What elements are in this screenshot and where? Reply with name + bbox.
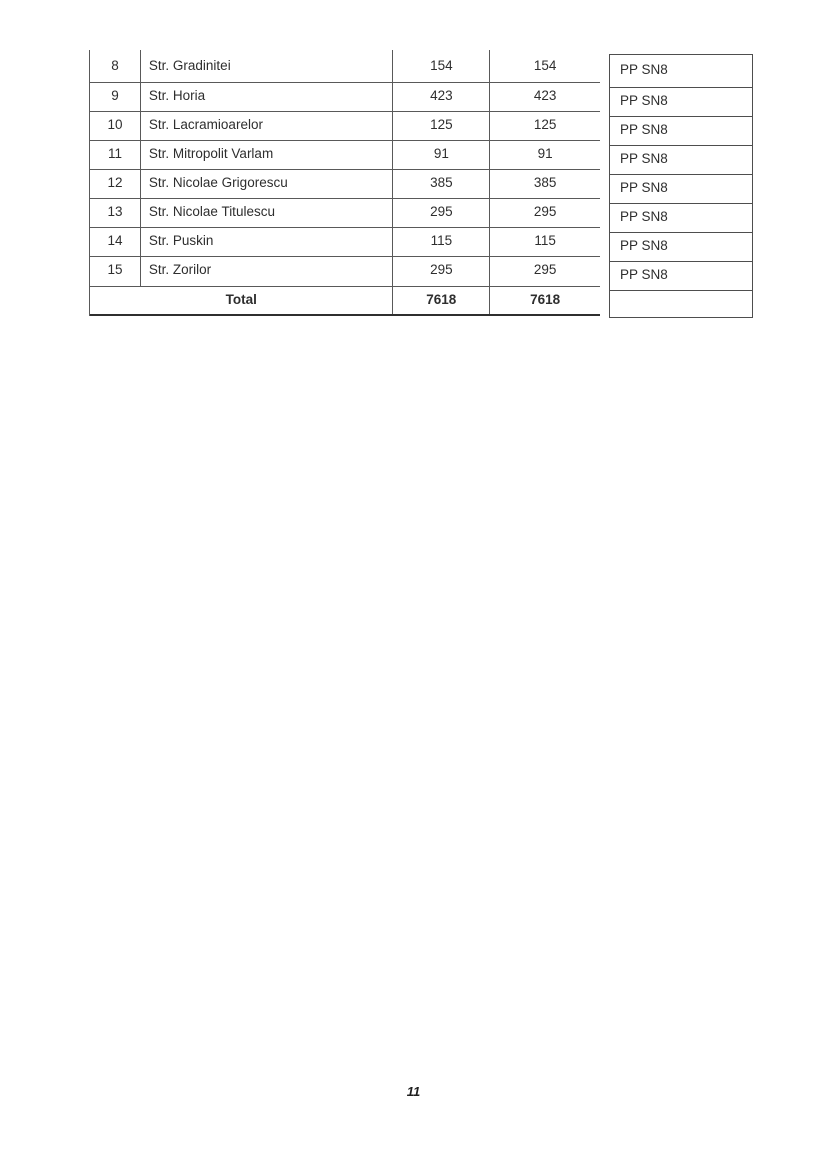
note-cell: PP SN8: [609, 145, 753, 174]
table-row: [90, 141, 600, 170]
value2-cell: 295: [533, 262, 557, 277]
street-name-cell: Str. Gradinitei: [141, 50, 394, 82]
page-number: 11: [406, 1084, 421, 1099]
total-value2-cell: 7618: [530, 292, 561, 307]
table-row: [90, 83, 600, 112]
note-cell: PP SN8: [609, 54, 753, 87]
row-number-cell: 8: [90, 50, 141, 82]
value1-cell: 423: [393, 83, 490, 111]
row-number-cell: 13: [90, 199, 141, 227]
note-cell: PP SN8: [609, 174, 753, 203]
note-cell: PP SN8: [609, 261, 753, 290]
value2-cell: 125: [533, 117, 557, 132]
value2-cell: 423: [533, 88, 557, 103]
note-cell: PP SN8: [609, 203, 753, 232]
value1-cell: 91: [393, 141, 490, 169]
table-row: [90, 170, 600, 199]
total-row: [90, 287, 600, 316]
value2-cell: 115: [534, 233, 556, 248]
value1-cell: 125: [393, 112, 490, 140]
table-row: [90, 50, 600, 83]
street-name-cell: Str. Puskin: [141, 228, 394, 256]
total-value1-cell: 7618: [393, 287, 490, 314]
value2-cell: 295: [533, 204, 557, 219]
street-name-cell: Str. Lacramioarelor: [141, 112, 394, 140]
row-number-cell: 10: [90, 112, 141, 140]
street-name-cell: Str. Zorilor: [141, 257, 394, 286]
note-cell-empty: [609, 290, 753, 318]
total-label-cell: Total: [90, 287, 393, 314]
row-number-cell: 14: [90, 228, 141, 256]
value2-cell: 91: [537, 146, 553, 161]
table-row: [90, 112, 600, 141]
note-cell: PP SN8: [609, 87, 753, 116]
value1-cell: 295: [393, 199, 490, 227]
value1-cell: 115: [393, 228, 490, 256]
table-row: [90, 228, 600, 257]
value1-cell: 295: [393, 257, 490, 286]
street-name-cell: Str. Nicolae Titulescu: [141, 199, 394, 227]
street-name-cell: Str. Mitropolit Varlam: [141, 141, 394, 169]
note-cell: PP SN8: [609, 116, 753, 145]
value2-cell: 154: [533, 58, 557, 73]
row-number-cell: 12: [90, 170, 141, 198]
value2-cell: 385: [533, 175, 557, 190]
street-name-cell: Str. Horia: [141, 83, 394, 111]
notes-column: [609, 54, 753, 318]
row-number-cell: 15: [90, 257, 141, 286]
value1-cell: 385: [393, 170, 490, 198]
note-cell: PP SN8: [609, 232, 753, 261]
row-number-cell: 11: [90, 141, 141, 169]
row-number-cell: 9: [90, 83, 141, 111]
table-row: [90, 257, 600, 287]
street-name-cell: Str. Nicolae Grigorescu: [141, 170, 394, 198]
streets-table: [89, 50, 600, 316]
table-row: [90, 199, 600, 228]
value1-cell: 154: [393, 50, 490, 82]
